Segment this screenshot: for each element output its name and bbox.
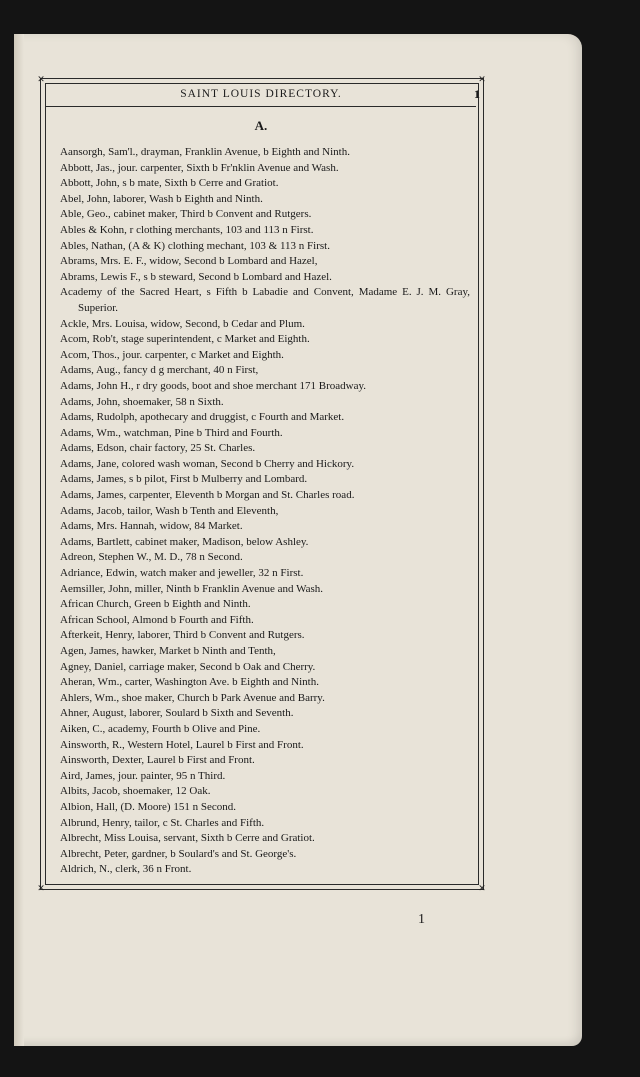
directory-entry: Aemsiller, John, miller, Ninth b Franklin Avenue and Wash. [60, 582, 324, 595]
directory-entry: Adams, Jane, colored wash woman, Second b Cherry and Hickory. [60, 457, 355, 470]
directory-entries [60, 145, 470, 878]
directory-entry: Aiken, C., academy, Fourth b Olive and Pine. [60, 722, 261, 735]
directory-entry: Adams, James, s b pilot, First b Mulberry and Lombard. [60, 473, 308, 486]
directory-entry: Adams, Bartlett, cabinet maker, Madison, below Ashley. [60, 535, 309, 548]
corner-ornament: ✕ [37, 74, 45, 84]
directory-entry: Adams, Rudolph, apothecary and druggist, c Fourth and Market. [60, 411, 345, 424]
directory-entry: Ahner, August, laborer, Soulard b Sixth and Seventh. [60, 707, 294, 720]
directory-entry: Aansorgh, Sam'l., drayman, Franklin Avenue, b Eighth and Ninth. [60, 146, 350, 158]
directory-entry: Adams, Mrs. Hannah, widow, 84 Market. [60, 520, 243, 533]
page-number-top: 1 [474, 87, 480, 101]
directory-entry: Aldrich, N., clerk, 36 n Front. [60, 863, 192, 876]
directory-entry: Adams, James, carpenter, Eleventh b Morgan and St. Charles road. [60, 489, 355, 502]
directory-entry: Adams, Jacob, tailor, Wash b Tenth and Eleventh, [60, 504, 279, 517]
directory-entry: Ainsworth, Dexter, Laurel b First and Front. [60, 754, 255, 767]
directory-entry: Agen, James, hawker, Market b Ninth and Tenth, [60, 645, 276, 657]
directory-entry: Albrecht, Peter, gardner, b Soulard's and St. George's. [60, 847, 297, 860]
page-number-bottom: 1 [418, 912, 425, 927]
directory-entry: Abrams, Mrs. E. F., widow, Second b Lombard and Hazel, [60, 255, 318, 268]
directory-entry: Adreon, Stephen W., M. D., 78 n Second. [60, 551, 243, 564]
directory-entry: Adams, John, shoemaker, 58 n Sixth. [60, 395, 224, 408]
directory-entry: Academy of the Sacred Heart, s Fifth b Labadie and Convent, Madame E. J. M. Gray, Superior. [60, 286, 470, 314]
directory-entry: Adams, Edson, chair factory, 25 St. Charles. [60, 442, 256, 455]
running-header [46, 86, 480, 107]
directory-entry: Ainsworth, R., Western Hotel, Laurel b First and Front. [60, 738, 304, 751]
directory-entry: Acom, Thos., jour. carpenter, c Market and Eighth. [60, 348, 284, 361]
directory-entry: Adriance, Edwin, watch maker and jeweller, 32 n First. [60, 567, 304, 580]
directory-entry: Albrund, Henry, tailor, c St. Charles and Fifth. [60, 816, 265, 829]
directory-entry: Albion, Hall, (D. Moore) 151 n Second. [60, 800, 236, 813]
directory-entry: Albits, Jacob, shoemaker, 12 Oak. [60, 785, 211, 798]
page-gutter [14, 34, 24, 1046]
directory-entry: African School, Almond b Fourth and Fifth. [60, 613, 254, 626]
corner-ornament: ✕ [37, 883, 45, 893]
directory-entry: Afterkeit, Henry, laborer, Third b Convent and Rutgers. [60, 629, 305, 642]
directory-entry: Abel, John, laborer, Wash b Eighth and Ninth. [60, 192, 263, 205]
corner-ornament: ✕ [478, 883, 486, 893]
directory-entry: Abbott, Jas., jour. carpenter, Sixth b Fr'nklin Avenue and Wash. [60, 161, 339, 174]
directory-entry: Albrecht, Miss Louisa, servant, Sixth b Cerre and Gratiot. [60, 832, 315, 845]
directory-entry: Ackle, Mrs. Louisa, widow, Second, b Cedar and Plum. [60, 317, 305, 330]
directory-entry: Adams, John H., r dry goods, boot and shoe merchant 171 Broadway. [60, 379, 367, 392]
section-heading: A. [254, 118, 268, 133]
directory-entry: Acom, Rob't, stage superintendent, c Market and Eighth. [60, 333, 310, 346]
directory-entry: Aird, James, jour. painter, 95 n Third. [60, 769, 226, 782]
directory-entry: Agney, Daniel, carriage maker, Second b Oak and Cherry. [60, 660, 316, 673]
directory-entry: Adams, Aug., fancy d g merchant, 40 n First, [60, 364, 259, 377]
directory-entry: African Church, Green b Eighth and Ninth. [60, 598, 251, 611]
directory-entry: Aheran, Wm., carter, Washington Ave. b Eighth and Ninth. [60, 676, 319, 689]
directory-entry: Adams, Wm., watchman, Pine b Third and Fourth. [60, 426, 283, 439]
directory-entry: Ables, Nathan, (A & K) clothing mechant, 103 & 113 n First. [60, 239, 330, 252]
directory-entry: Abbott, John, s b mate, Sixth b Cerre and Gratiot. [60, 177, 279, 190]
corner-ornament: ✕ [478, 74, 486, 84]
directory-entry: Ahlers, Wm., shoe maker, Church b Park Avenue and Barry. [60, 691, 325, 704]
running-title: SAINT LOUIS DIRECTORY. [180, 88, 342, 100]
directory-entry: Abrams, Lewis F., s b steward, Second b Lombard and Hazel. [60, 270, 332, 283]
directory-entry: Able, Geo., cabinet maker, Third b Convent and Rutgers. [60, 208, 312, 221]
directory-entry: Ables & Kohn, r clothing merchants, 103 and 113 n First. [60, 223, 314, 236]
